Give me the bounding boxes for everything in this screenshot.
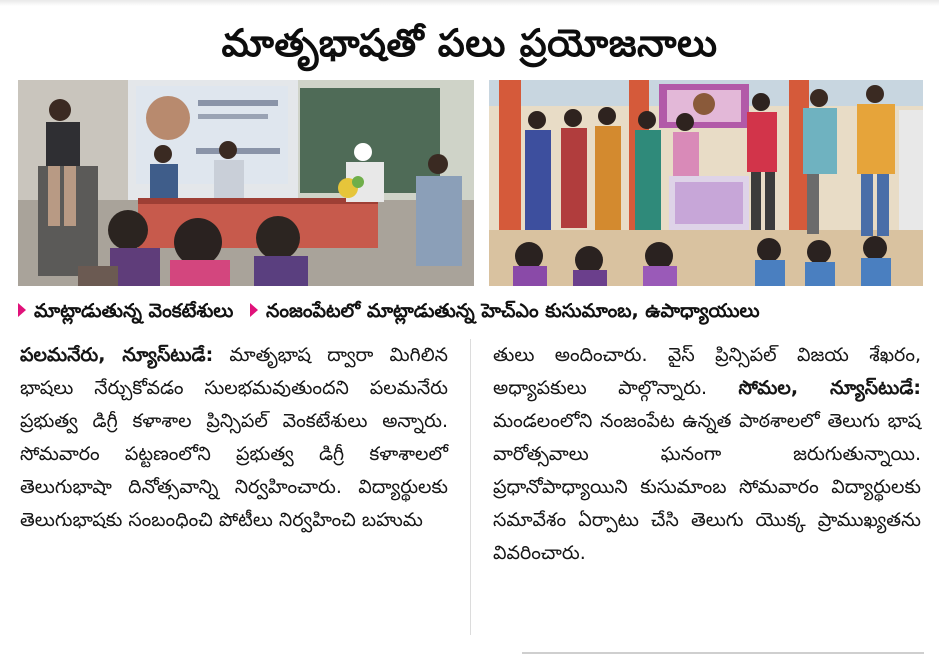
headline: మాతృభాషతో పలు ప్రయోజనాలు bbox=[221, 21, 718, 65]
caption-bullet-icon bbox=[250, 303, 258, 317]
caption-right bbox=[250, 293, 760, 329]
caption-bullet-icon bbox=[18, 303, 26, 317]
article-text: మండలంలోని నంజంపేట ఉన్నత పాఠశాలలో తెలుగు భాష వారోత్సవాలు ఘనంగా జరుగుతున్నాయి. ప్రధానోపాధ్యాయిని కుసుమాంబ సోమవారం విద్యార్థులకు సమావేశం ఏర్పాటు చేసి తెలుగు యొక్క ప్రాముఖ్యతను వివరించారు. bbox=[493, 410, 921, 564]
photo-school-event bbox=[489, 80, 923, 286]
caption-left-text: మాట్లాడుతున్న వెంకటేశులు bbox=[34, 300, 234, 322]
column-divider bbox=[470, 339, 471, 635]
dateline-palamaneru: పలమనేరు, న్యూస్‌టుడే: bbox=[20, 344, 214, 366]
article-paragraph bbox=[20, 339, 448, 537]
article-column-right bbox=[493, 339, 921, 570]
article-paragraph bbox=[493, 339, 921, 570]
caption-right-text: నంజంపేటలో మాట్లాడుతున్న హెచ్‌ఎం కుసుమాంబ, ఉపాధ్యాయులు bbox=[265, 300, 760, 322]
article-text: తులు అందించారు. వైస్ ప్రిన్సిపల్ విజయ శేఖరం, అధ్యాపకులు పాల్గొన్నారు. bbox=[493, 344, 921, 399]
dateline-somala: సోమల, న్యూస్‌టుడే: bbox=[738, 377, 921, 399]
article-text: మాతృభాష ద్వారా మిగిలిన భాషలు నేర్చుకోవడం సులభమవుతుందని పలమనేరు ప్రభుత్వ డిగ్రీ కళాశాల ప్రిన్సిపల్ వెంకటేశులు అన్నారు. సోమవారం పట్టణంలోని ప్రభుత్వ డిగ్రీ కళాశాలలో తెలుగుభాషా దినోత్సవాన్ని నిర్వహించారు. విద్యార్థులకు తెలుగుభాషకు సంబంధించి పోటీలు నిర్వహించి బహుమ bbox=[20, 344, 448, 531]
photo-captions bbox=[18, 293, 923, 329]
caption-left bbox=[18, 293, 233, 329]
page-edge bbox=[0, 0, 939, 6]
bottom-divider bbox=[522, 652, 924, 654]
article-column-left bbox=[20, 339, 448, 537]
photo-college-event bbox=[18, 80, 474, 286]
